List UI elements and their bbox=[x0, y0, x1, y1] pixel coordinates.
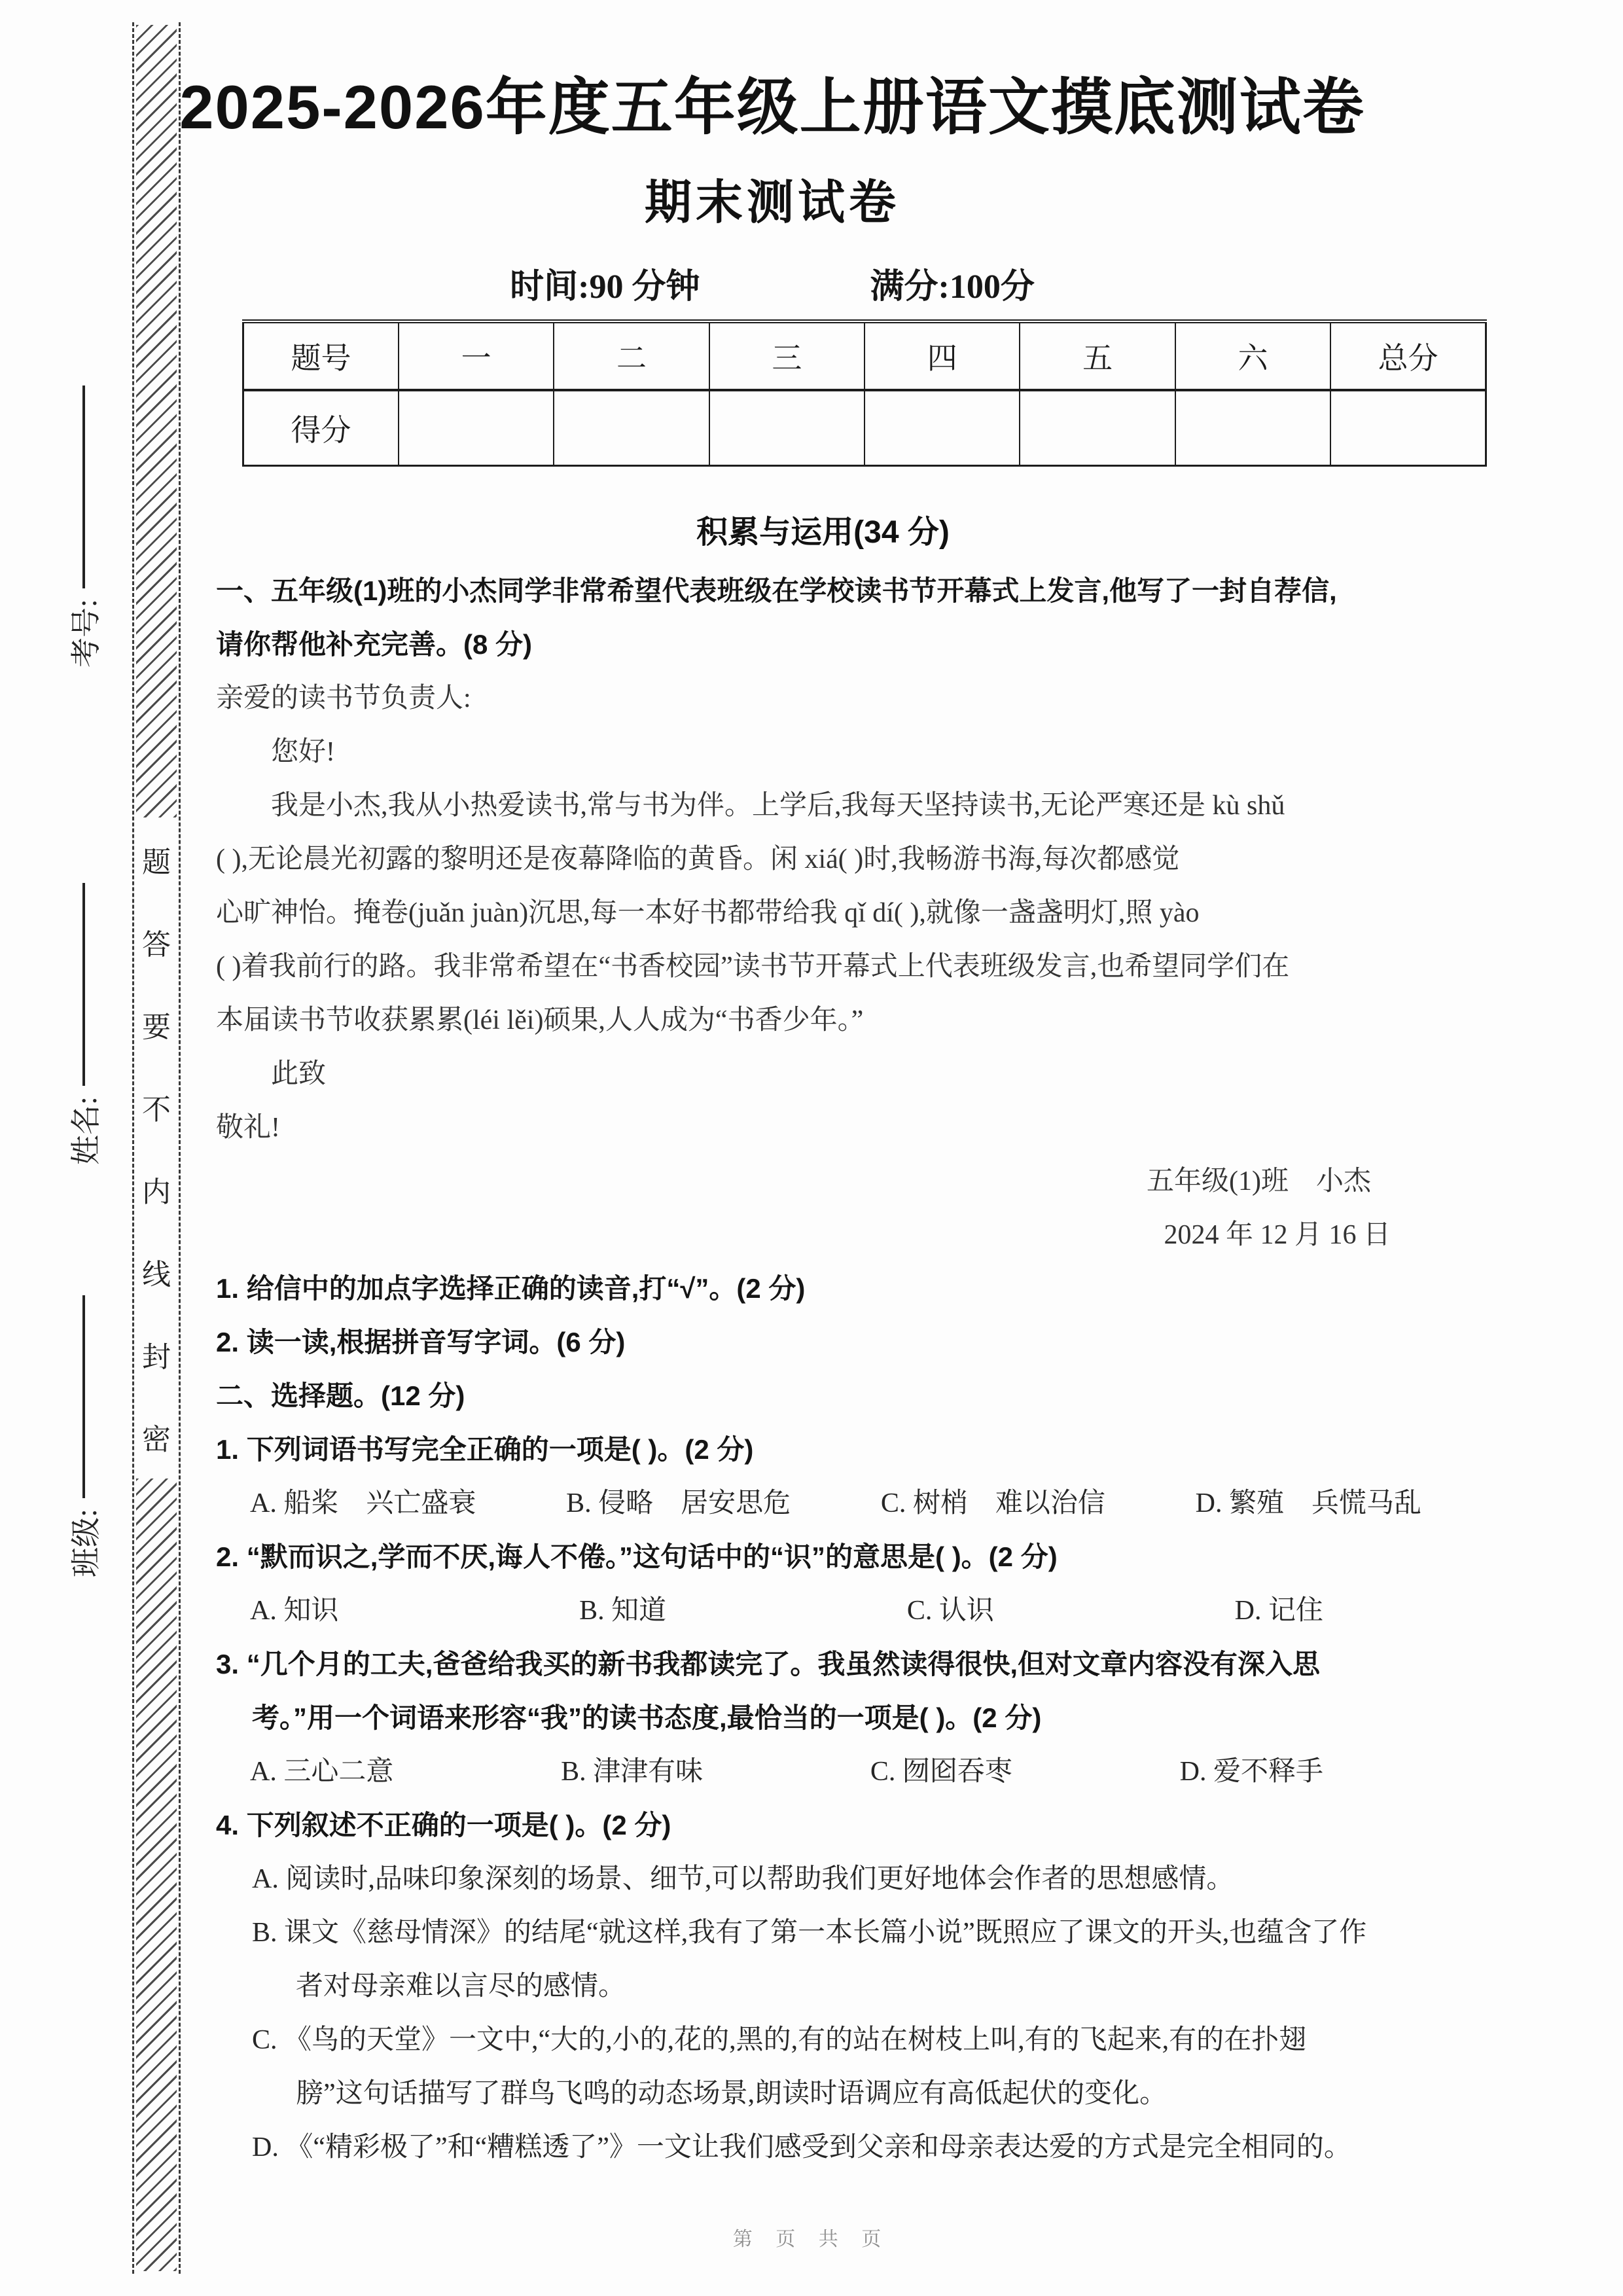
exam-number-label: 考号: bbox=[69, 599, 103, 668]
score-row-label: 得分 bbox=[243, 390, 399, 466]
letter-closing: 此致 bbox=[271, 1059, 327, 1089]
score-cell bbox=[399, 390, 554, 466]
seal-char: 线 bbox=[142, 1259, 171, 1291]
score-row bbox=[243, 390, 1486, 466]
score-table-header-row bbox=[243, 321, 1486, 390]
option-c: C. 囫囵吞枣 bbox=[870, 1757, 1012, 1787]
letter-body-line: ( ),无论晨光初露的黎明还是夜幕降临的黄昏。闲 xiá( )时,我畅游书海,每次都感觉 bbox=[216, 844, 1180, 874]
class-blank-line bbox=[82, 1295, 85, 1498]
score-cell bbox=[865, 390, 1020, 466]
exam-info-line bbox=[131, 259, 1414, 308]
option-b: B. 侵略 居安思危 bbox=[566, 1488, 791, 1518]
choice-q4-option-c-line2: 膀”这句话描写了群鸟飞鸣的动态场景,朗读时语调应有高低起伏的变化。 bbox=[296, 2079, 1168, 2109]
question-1-stem-line1: 一、五年级(1)班的小杰同学非常希望代表班级在学校读书节开幕式上发言,他写了一封自荐信, bbox=[216, 575, 1337, 606]
letter-body-line: ( )着我前行的路。我非常希望在“书香校园”读书节开幕式上代表班级发言,也希望同学们在 bbox=[216, 952, 1290, 982]
letter-salutation: 亲爱的读书节负责人: bbox=[216, 683, 471, 713]
page-footer: 第 页 共 页 bbox=[732, 2229, 891, 2250]
seal-char: 要 bbox=[142, 1011, 171, 1043]
option-a: A. 船桨 兴亡盛衰 bbox=[250, 1488, 476, 1518]
option-c: C. 树梢 难以治信 bbox=[880, 1488, 1105, 1518]
score-cell bbox=[1330, 390, 1486, 466]
section1-heading: 积累与运用(34 分) bbox=[696, 515, 950, 550]
col-section-2: 二 bbox=[554, 321, 709, 390]
letter-closing-salute: 敬礼! bbox=[216, 1113, 280, 1143]
seal-char: 答 bbox=[142, 929, 171, 961]
choice-q4-option-a: A. 阅读时,品味印象深刻的场景、细节,可以帮助我们更好地体会作者的思想感情。 bbox=[252, 1864, 1234, 1894]
score-cell bbox=[709, 390, 865, 466]
col-section-1: 一 bbox=[399, 321, 554, 390]
seal-line-strip bbox=[132, 22, 181, 2274]
choice-q4-option-d: D. 《“精彩极了”和“糟糕透了”》一文让我们感受到父亲和母亲表达爱的方式是完全相同的。 bbox=[252, 2132, 1351, 2162]
seal-char: 不 bbox=[142, 1094, 171, 1126]
choice-q3-options bbox=[216, 1745, 1323, 1799]
choice-q2-stem: 2. “默而识之,学而不厌,诲人不倦。”这句话中的“识”的意思是( )。(2 分) bbox=[216, 1541, 1058, 1572]
letter-body-line: 心旷神怡。掩卷(juǎn juàn)沉思,每一本好书都带给我 qǐ dí( ),就像一盏盏明灯,照 yào bbox=[216, 898, 1200, 928]
score-cell bbox=[554, 390, 709, 466]
choice-q1-options bbox=[216, 1477, 1421, 1530]
col-question-number: 题号 bbox=[243, 321, 399, 390]
section2-heading: 二、选择题。(12 分) bbox=[216, 1380, 465, 1411]
student-name-field bbox=[63, 838, 105, 1165]
exam-number-field bbox=[63, 340, 105, 668]
score-cell bbox=[1175, 390, 1330, 466]
score-table bbox=[242, 319, 1487, 467]
student-name-label: 姓名: bbox=[69, 1096, 103, 1165]
seal-char: 密 bbox=[142, 1424, 171, 1456]
time-limit-label: 时间:90 分钟 bbox=[510, 268, 700, 306]
option-c: C. 认识 bbox=[906, 1596, 994, 1626]
option-b: B. 知道 bbox=[579, 1596, 667, 1626]
letter-greeting: 您好! bbox=[271, 737, 335, 767]
option-d: D. 记住 bbox=[1234, 1596, 1323, 1626]
choice-q1-stem: 1. 下列词语书写完全正确的一项是( )。(2 分) bbox=[216, 1434, 754, 1465]
class-label: 班级: bbox=[69, 1509, 103, 1577]
col-section-3: 三 bbox=[709, 321, 865, 390]
class-field bbox=[63, 1250, 105, 1577]
option-d: D. 爱不释手 bbox=[1179, 1757, 1323, 1787]
seal-line-text bbox=[134, 820, 179, 1476]
col-section-5: 五 bbox=[1020, 321, 1175, 390]
full-score-label: 满分:100分 bbox=[870, 268, 1035, 306]
col-section-4: 四 bbox=[865, 321, 1020, 390]
letter-body-line: 本届读书节收获累累(léi lěi)硕果,人人成为“书香少年。” bbox=[216, 1005, 864, 1035]
choice-q3-stem-line1: 3. “几个月的工夫,爸爸给我买的新书我都读完了。我虽然读得很快,但对文章内容没有深入思 bbox=[216, 1649, 1321, 1679]
student-name-blank-line bbox=[82, 883, 85, 1086]
paper-title: 2025-2026年度五年级上册语文摸底测试卷 bbox=[179, 73, 1365, 141]
subquestion-2: 2. 读一读,根据拼音写字词。(6 分) bbox=[216, 1327, 626, 1357]
letter-date: 2024 年 12 月 16 日 bbox=[1164, 1220, 1391, 1250]
exam-number-blank-line bbox=[82, 386, 85, 588]
letter-signature: 五年级(1)班 小杰 bbox=[1147, 1166, 1371, 1196]
letter-body-line: 我是小杰,我从小热爱读书,常与书为伴。上学后,我每天坚持读书,无论严寒还是 kù shǔ bbox=[271, 791, 1285, 821]
paper-subtitle: 期末测试卷 bbox=[644, 177, 900, 229]
choice-q3-stem-line2: 考。”用一个词语来形容“我”的读书态度,最恰当的一项是( )。(2 分) bbox=[252, 1702, 1042, 1733]
choice-q4-option-b-line1: B. 课文《慈母情深》的结尾“就这样,我有了第一本长篇小说”既照应了课文的开头,也蕴含了作 bbox=[252, 1918, 1367, 1948]
paper-body bbox=[216, 501, 1430, 2174]
col-total-score: 总分 bbox=[1330, 321, 1486, 390]
option-d: D. 繁殖 兵慌马乱 bbox=[1195, 1488, 1421, 1518]
seal-char: 题 bbox=[142, 846, 171, 878]
paper-header bbox=[131, 58, 1414, 308]
subquestion-1: 1. 给信中的加点字选择正确的读音,打“√”。(2 分) bbox=[216, 1273, 806, 1304]
option-a: A. 三心二意 bbox=[250, 1757, 394, 1787]
seal-char: 封 bbox=[142, 1341, 171, 1373]
choice-q4-option-c-line1: C. 《鸟的天堂》一文中,“大的,小的,花的,黑的,有的站在树枝上叫,有的飞起来,有的在扑翅 bbox=[252, 2025, 1307, 2055]
choice-q4-stem: 4. 下列叙述不正确的一项是( )。(2 分) bbox=[216, 1810, 671, 1840]
score-cell bbox=[1020, 390, 1175, 466]
question-1-stem-line2: 请你帮他补充完善。(8 分) bbox=[216, 629, 533, 660]
seal-hatch-bottom bbox=[136, 1479, 177, 2271]
seal-char: 内 bbox=[142, 1176, 171, 1208]
choice-q2-options bbox=[216, 1584, 1323, 1638]
choice-q4-option-b-line2: 者对母亲难以言尽的感情。 bbox=[296, 1971, 626, 2001]
option-a: A. 知识 bbox=[250, 1596, 339, 1626]
option-b: B. 津津有味 bbox=[561, 1757, 704, 1787]
col-section-6: 六 bbox=[1175, 321, 1330, 390]
